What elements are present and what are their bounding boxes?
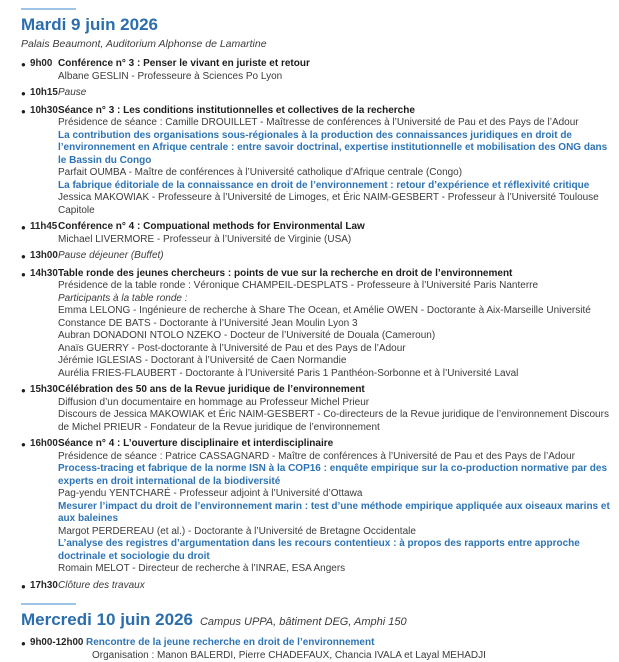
bullet-icon: ● — [21, 268, 30, 282]
day-title-wednesday — [21, 610, 610, 630]
event-title: Conférence n° 3 : Penser le vivant en juriste et retour — [58, 58, 610, 71]
event-content — [58, 221, 610, 246]
event-detail: Jessica MAKOWIAK - Professeure à l’Université de Limoges, et Éric NAIM-GESBERT - Professeur à l’Université Toulouse Capitole — [58, 192, 610, 217]
participant: Jérémie IGLESIAS - Doctorant à l’Université de Caen Normandie — [58, 355, 610, 368]
event-content — [58, 438, 610, 576]
event-time: 16h00 — [30, 438, 58, 451]
event-time: 13h00 — [30, 250, 58, 263]
event-time: 10h30 — [30, 105, 58, 118]
schedule-list — [21, 637, 610, 662]
event-title: Pause déjeuner (Buffet) — [58, 250, 610, 263]
participant: Emma LELONG - Ingénieure de recherche à Share The Ocean, et Amélie OWEN - Doctorante à Aix-Marseille Université — [58, 305, 610, 318]
paper-title: La fabrique éditoriale de la connaissance en droit de l’environnement : retour d’expérience et réflexivité critique — [58, 180, 610, 193]
event-title: Célébration des 50 ans de la Revue juridique de l’environnement — [58, 384, 610, 397]
schedule-event-10h30 — [21, 105, 610, 218]
event-detail: Présidence de séance : Patrice CASSAGNARD - Maître de conférences à l’Université de Pau et des Pays de l’Adour — [58, 451, 610, 464]
bullet-icon: ● — [21, 221, 30, 235]
event-detail: Organisation : Manon BALERDI, Pierre CHADEFAUX, Chancia IVALA et Layal MEHADJI — [92, 650, 610, 662]
section-divider — [21, 8, 76, 10]
event-time: 15h30 — [30, 384, 58, 397]
event-time: 14h30 — [30, 268, 58, 281]
participant: Aurélia FRIES-FLAUBERT - Doctorante à l’Université Paris 1 Panthéon-Sorbonne et à l’Université Laval — [58, 368, 610, 381]
event-content — [58, 250, 610, 263]
event-title: Pause — [58, 87, 610, 100]
bullet-icon: ● — [21, 58, 30, 72]
schedule-event-11h45 — [21, 221, 610, 246]
schedule-event-15h30 — [21, 384, 610, 434]
event-title: Séance n° 4 : L’ouverture disciplinaire et interdisciplinaire — [58, 438, 610, 451]
paper-title: La contribution des organisations sous-régionales à la production des connaissances juridiques en droit de l’environnement en Afrique centrale : entre savoir doctrinal, expertise institutionnelle et mobilisation des ONG dans le Bassin du Congo — [58, 130, 610, 168]
event-detail: Albane GESLIN - Professeure à Sciences Po Lyon — [58, 71, 610, 84]
schedule-event-10h15 — [21, 87, 610, 101]
event-detail: Romain MELOT - Directeur de recherche à l’INRAE, ESA Angers — [58, 563, 610, 576]
event-time: 11h45 — [30, 221, 58, 234]
event-content — [58, 268, 610, 381]
event-detail: Margot PERDEREAU (et al.) - Doctorante à l’Université de Bretagne Occidentale — [58, 526, 610, 539]
event-time: 17h30 — [30, 580, 58, 593]
schedule-event-17h30 — [21, 580, 610, 594]
event-detail: Michael LIVERMORE - Professeur à l’Université de Virginie (USA) — [58, 234, 610, 247]
participant: Constance DE BATS - Doctorante à l’Université Jean Moulin Lyon 3 — [58, 318, 610, 331]
event-content — [58, 580, 610, 593]
event-title: Table ronde des jeunes chercheurs : points de vue sur la recherche en droit de l’environnement — [58, 268, 610, 281]
paper-title: Process-tracing et fabrique de la norme ISN à la COP16 : enquête empirique sur la co-production normative par des experts en droit international de la biodiversité — [58, 463, 610, 488]
section-divider — [21, 603, 76, 605]
paper-title: L’analyse des registres d’argumentation dans les recours contentieux : à propos des rapports entre approche doctrinale et sociologie du droit — [58, 538, 610, 563]
schedule-event-14h30 — [21, 268, 610, 381]
bullet-icon: ● — [21, 637, 30, 651]
participant: Aubran DONADONI NTOLO NZEKO - Docteur de l’Université de Douala (Cameroun) — [58, 330, 610, 343]
bullet-icon: ● — [21, 105, 30, 119]
venue-tuesday: Palais Beaumont, Auditorium Alphonse de Lamartine — [21, 38, 610, 50]
venue-wednesday: Campus UPPA, bâtiment DEG, Amphi 150 — [200, 616, 407, 628]
event-content — [58, 384, 610, 434]
event-title: Clôture des travaux — [58, 580, 610, 593]
event-content — [58, 105, 610, 218]
event-time: 10h15 — [30, 87, 58, 100]
event-content — [58, 58, 610, 83]
event-title: Conférence n° 4 : Compuational methods for Environmental Law — [58, 221, 610, 234]
paper-title: Mesurer l’impact du droit de l’environnement marin : test d’une méthode empirique appliquée aux oiseaux marins et aux baleines — [58, 501, 610, 526]
event-detail: Présidence de la table ronde : Véronique CHAMPEIL-DESPLATS - Professeure à l’Université Paris Nanterre — [58, 280, 610, 293]
event-detail: Participants à la table ronde : — [58, 293, 610, 306]
day-title-text: Mercredi 10 juin 2026 — [21, 610, 193, 629]
event-content — [86, 637, 610, 662]
bullet-icon: ● — [21, 250, 30, 264]
bullet-icon: ● — [21, 384, 30, 398]
schedule-event-13h00 — [21, 250, 610, 264]
event-content — [58, 87, 610, 100]
event-time: 9h00-12h00 — [30, 637, 86, 650]
day-section-wednesday — [21, 603, 610, 662]
bullet-icon: ● — [21, 438, 30, 452]
event-detail: Présidence de séance : Camille DROUILLET - Maîtresse de conférences à l’Université de Pau et des Pays de l’Adour — [58, 117, 610, 130]
event-detail: Parfait OUMBA - Maître de conférences à l’Université catholique d’Afrique centrale (Congo) — [58, 167, 610, 180]
event-detail: Pag-yendu YENTCHARÉ - Professeur adjoint à l’Université d’Ottawa — [58, 488, 610, 501]
day-title-tuesday: Mardi 9 juin 2026 — [21, 15, 610, 35]
bullet-icon: ● — [21, 87, 30, 101]
schedule-list — [21, 58, 610, 593]
participant: Anaïs GUERRY - Post-doctorante à l’Université de Pau et des Pays de l’Adour — [58, 343, 610, 356]
event-detail: Diffusion d’un documentaire en hommage au Professeur Michel Prieur — [58, 397, 610, 410]
schedule-event-9h00-12h00 — [21, 637, 610, 662]
bullet-icon: ● — [21, 580, 30, 594]
day-section-tuesday — [21, 8, 610, 593]
event-title: Séance n° 3 : Les conditions institutionnelles et collectives de la recherche — [58, 105, 610, 118]
event-time: 9h00 — [30, 58, 58, 71]
event-title: Rencontre de la jeune recherche en droit de l’environnement — [86, 637, 610, 650]
schedule-event-16h00 — [21, 438, 610, 576]
schedule-event-9h00 — [21, 58, 610, 83]
event-detail: Discours de Jessica MAKOWIAK et Éric NAIM-GESBERT - Co-directeurs de la Revue juridique de l’environnement Discours de Michel PRIEUR - Fondateur de la Revue juridique de l’environnement — [58, 409, 610, 434]
